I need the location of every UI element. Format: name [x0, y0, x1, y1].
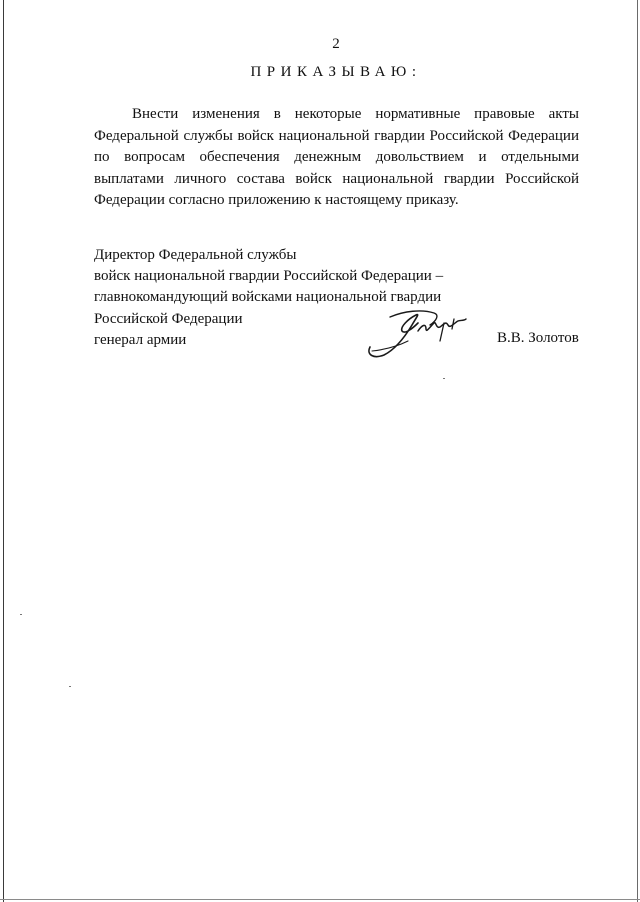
- body-line: выплатами личного состава войск национальной гвардии Российской: [94, 170, 579, 187]
- scan-edge-right: [637, 0, 638, 902]
- signatory-title-line: войск национальной гвардии Российской Федерации –: [94, 268, 444, 285]
- scan-edge-bottom: [0, 899, 640, 900]
- scan-speck: [443, 378, 445, 379]
- body-line: Федеральной службы войск национальной гвардии Российской Федерации: [94, 127, 579, 144]
- order-heading: ПРИКАЗЫВАЮ:: [250, 64, 422, 80]
- signatory-title-line: Российской Федерации: [94, 310, 243, 327]
- scan-speck: [69, 686, 71, 687]
- scan-edge-left: [3, 0, 4, 902]
- signatory-name: В.В. Золотов: [497, 330, 579, 346]
- order-body: [94, 104, 579, 212]
- page-number: 2: [332, 36, 340, 52]
- body-line: Федерации согласно приложению к настоящему приказу.: [94, 192, 459, 209]
- handwritten-signature: [360, 305, 472, 363]
- signatory-title-line: Директор Федеральной службы: [94, 247, 297, 263]
- body-line: по вопросам обеспечения денежным довольствием и отдельными: [94, 149, 579, 166]
- signatory-title-line: главнокомандующий войсками национальной гвардии: [94, 289, 442, 306]
- signatory-rank: генерал армии: [94, 331, 187, 348]
- scan-speck: [20, 614, 22, 615]
- body-line: Внести изменения в некоторые нормативные правовые акты: [132, 106, 579, 122]
